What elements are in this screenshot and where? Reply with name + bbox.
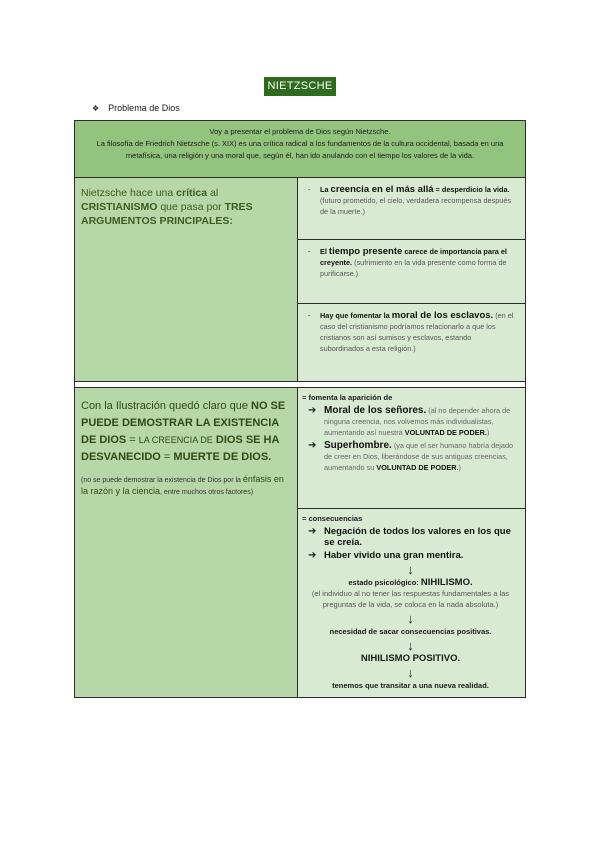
intro-line-1: Voy a presentar el problema de Dios según Nietzsche.: [209, 127, 391, 136]
estado-description: (el individuo al no tener las respuestas fundamentales a las preguntas de la vida, se coloca en la nada absoluta.): [311, 589, 510, 609]
death-of-god-cell: [75, 388, 298, 698]
down-arrow-icon: ↓: [407, 665, 414, 680]
final-text: tenemos que transitar a una nueva realidad.: [332, 681, 489, 690]
fomenta-cell: [298, 388, 525, 509]
intro-cell: [75, 121, 526, 178]
estado-psicologico: estado psicológico: NIHILISMO.: [348, 577, 473, 588]
right-arrow-icon: ➔: [308, 405, 317, 416]
right-arrow-icon: ➔: [308, 526, 317, 537]
argument-item: - La creencia en el más allá = desperdicio la vida. (futuro prometido, el cielo, verdadera recompensa después de la muerte.): [298, 178, 525, 240]
section-heading: [92, 103, 180, 113]
critique-summary-cell: [75, 178, 298, 382]
consecuencias-header: = consecuencias: [302, 514, 363, 523]
diamond-bullet-icon: ❖: [92, 104, 100, 113]
section-heading-text: Problema de Dios: [108, 103, 180, 113]
page-title: NIETZSCHE: [264, 77, 336, 96]
list-item: ➔ Haber vivido una gran mentira.: [308, 550, 464, 561]
down-arrow-icon: ↓: [407, 562, 414, 577]
fomenta-header: = fomenta la aparición de: [302, 393, 393, 402]
death-of-god-text: Con la Ilustración quedó claro que NO SE PUEDE DEMOSTRAR LA EXISTENCIA DE DIOS = LA CREENCIA DE DIOS SE HA DESVANECIDO = MUERTE DE DIOS.: [81, 400, 286, 463]
right-arrow-icon: ➔: [308, 440, 317, 451]
down-arrow-icon: ↓: [407, 638, 414, 653]
intro-line-2: La filosofía de Friedrich Nietzsche (s. XIX) es una crítica radical a los fundamentos de la cultura occidental, basada en una metafísica, una religión y una moral que, según él, han ido anulando con el tiempo los valores de la vida.: [96, 139, 504, 160]
necesidad-text: necesidad de sacar consecuencias positivas.: [329, 627, 492, 636]
list-item: ➔ Superhombre. (ya que el ser humano habría dejado de creer en Dios, liberándose de sus antiguas creencias, aumentando su VOLUNTAD DE PODER.): [308, 440, 514, 472]
list-item: ➔ Negación de todos los valores en los que se creía.: [308, 526, 511, 548]
critique-summary-text: Nietzsche hace una crítica al CRISTIANISMO que pasa por TRES ARGUMENTOS PRINCIPALES:: [81, 187, 253, 227]
content-table: [74, 120, 526, 698]
consecuencias-cell: [298, 509, 525, 697]
nihilismo-positivo: NIHILISMO POSITIVO.: [360, 653, 461, 664]
right-arrow-icon: ➔: [308, 550, 317, 561]
argument-item: - El tiempo presente carece de importancia para el creyente. (sufrimiento en la vida presente como forma de purificarse.): [298, 240, 525, 304]
consequences-column: [298, 388, 526, 698]
arguments-cell: [298, 178, 526, 382]
death-of-god-note: (no se puede demostrar la existencia de Dios por la énfasis en la razón y la ciencia, entre muchos otros factores): [81, 474, 284, 496]
list-item: ➔ Moral de los señores. (al no depender ahora de ninguna creencia, nos volvemos más individualistas, aumentando así nuestra VOLUNTAD DE PODER.): [308, 405, 511, 437]
down-arrow-icon: ↓: [407, 611, 414, 626]
argument-item: - Hay que fomentar la moral de los esclavos. (en el caso del cristianismo podríamos relacionarlo a que los cristianos son así sumisos y esclavos, estando subordinados a esta religión.): [308, 310, 514, 353]
